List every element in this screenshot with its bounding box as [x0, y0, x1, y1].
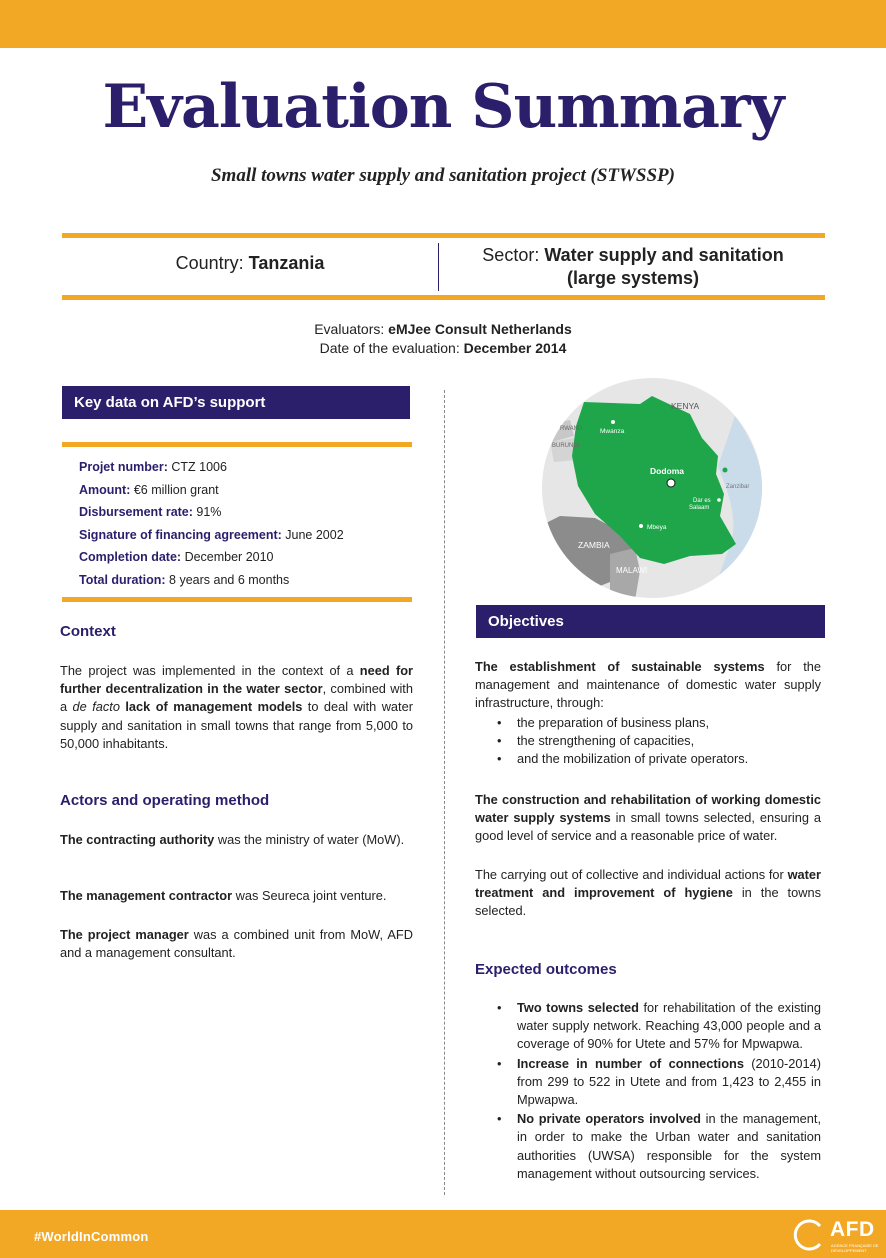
evaluators-label: Evaluators:: [314, 321, 389, 337]
project-subtitle: Small towns water supply and sanitation project (STWSSP): [210, 165, 675, 186]
dar-marker: [717, 498, 721, 502]
actors-paragraph-3: The project manager was a combined unit from MoW, AFD and a management consultant.: [60, 927, 413, 961]
actors-title: Actors and operating method: [60, 792, 270, 809]
sector-value-line1: Water supply and sanitation: [544, 245, 784, 265]
objectives-paragraph-3: The carrying out of collective and individual actions for water treatment and improvement of hygiene in the towns selected.: [475, 867, 821, 919]
evaluators-value: eMJee Consult Netherlands: [388, 321, 572, 337]
mbeya-marker: [639, 524, 643, 528]
map-label-rwanda: RWAND: [560, 426, 583, 432]
list-item: • No private operators involved in the management, in order to make the Urban water and sanitation authorities (UWSA) responsible for the system management without outsourcing services.: [475, 1110, 821, 1183]
objectives-paragraph-2: The construction and rehabilitation of working domestic water supply systems in small towns selected, ensuring a good level of service and a reasonable price of water.: [475, 792, 821, 844]
zanzibar-island: [723, 468, 728, 473]
date-value: December 2014: [463, 340, 567, 356]
map-label-dodoma: Dodoma: [650, 466, 684, 476]
key-data-header: Key data on AFD’s support: [62, 386, 410, 419]
key-data-rule-bottom: [62, 597, 412, 602]
objectives-header: Objectives: [476, 605, 825, 638]
actors-paragraph-2: The management contractor was Seureca joint venture.: [60, 888, 387, 903]
afd-logo-text: AFD: [830, 1218, 875, 1241]
key-data-row: Signature of financing agreement: June 2002: [79, 527, 344, 542]
key-data-rule-top: [62, 442, 412, 447]
context-title: Context: [60, 623, 116, 640]
column-divider: [444, 390, 445, 1195]
sector-value-line2: (large systems): [566, 268, 700, 288]
key-data-row: Disbursement rate: 91%: [79, 505, 222, 520]
afd-logo-subtext: AGENCE FRANÇAISE DE DÉVELOPPEMENT: [831, 1243, 879, 1253]
dodoma-marker: [667, 479, 675, 487]
afd-logo-icon: [792, 1218, 826, 1252]
date-label: Date of the evaluation:: [319, 340, 464, 356]
outcomes-title: Expected outcomes: [475, 961, 617, 978]
context-paragraph: The project was implemented in the context of a need for further decentralization in the water sector, combined with a de facto lack of management models to deal with water supply and sanitation in small towns that range from 5,000 to 50,000 inhabitants.: [60, 663, 414, 751]
tanzania-map: [540, 376, 764, 600]
map-label-dar-1: Dar es: [693, 498, 711, 504]
list-item: • and the mobilization of private operators.: [475, 750, 821, 768]
map-label-kenya: KENYA: [671, 401, 700, 411]
list-item: • the preparation of business plans,: [475, 714, 821, 732]
page-title: Evaluation Summary: [102, 72, 784, 142]
burundi-shape: [550, 438, 576, 462]
key-data-list: [79, 457, 409, 593]
bottom-rule: [62, 295, 825, 300]
map-label-burundi: BURUNDI: [552, 443, 580, 449]
map-label-mbeya: Mbeya: [647, 524, 667, 531]
map-label-zanzibar: Zanzibar: [726, 484, 750, 490]
sector-info: [440, 244, 826, 290]
sector-label: Sector:: [482, 245, 545, 265]
key-data-row: Completion date: December 2010: [79, 550, 274, 565]
top-rule: [62, 233, 825, 238]
country-label: Country:: [175, 253, 249, 273]
info-divider: [438, 243, 439, 291]
map-label-mwanza: Mwanza: [600, 428, 625, 435]
country-value: Tanzania: [248, 253, 325, 273]
map-label-zambia: ZAMBIA: [578, 540, 610, 550]
objectives-paragraph-1: The establishment of sustainable systems for the management and maintenance of domestic water supply infrastructure, through:: [475, 659, 821, 711]
list-item: • Two towns selected for rehabilitation of the existing water supply network. Reaching 43,000 people and a coverage of 90% for Utete and 57% for Mpwapwa.: [475, 999, 821, 1054]
hashtag: #WorldInCommon: [34, 1229, 149, 1244]
key-data-row: Amount: €6 million grant: [79, 482, 219, 497]
list-item: • the strengthening of capacities,: [475, 732, 821, 750]
map-label-malawi: MALAWI: [616, 566, 648, 575]
outcomes-list: [475, 999, 821, 1184]
actors-paragraph-1: The contracting authority was the ministry of water (MoW).: [60, 832, 405, 847]
list-item: • Increase in number of connections (2010-2014) from 299 to 522 in Utete and from 1,423 to 2,455 in Mpwapwa.: [475, 1055, 821, 1110]
country-info: [62, 253, 438, 274]
key-data-row: Total duration: 8 years and 6 months: [79, 572, 290, 587]
key-data-row: Projet number: CTZ 1006: [79, 460, 227, 474]
objectives-bullets: [475, 714, 821, 769]
top-banner: [0, 0, 886, 48]
mwanza-marker: [611, 420, 615, 424]
evaluation-info: [0, 320, 886, 358]
map-label-dar-2: Salaam: [689, 505, 710, 511]
